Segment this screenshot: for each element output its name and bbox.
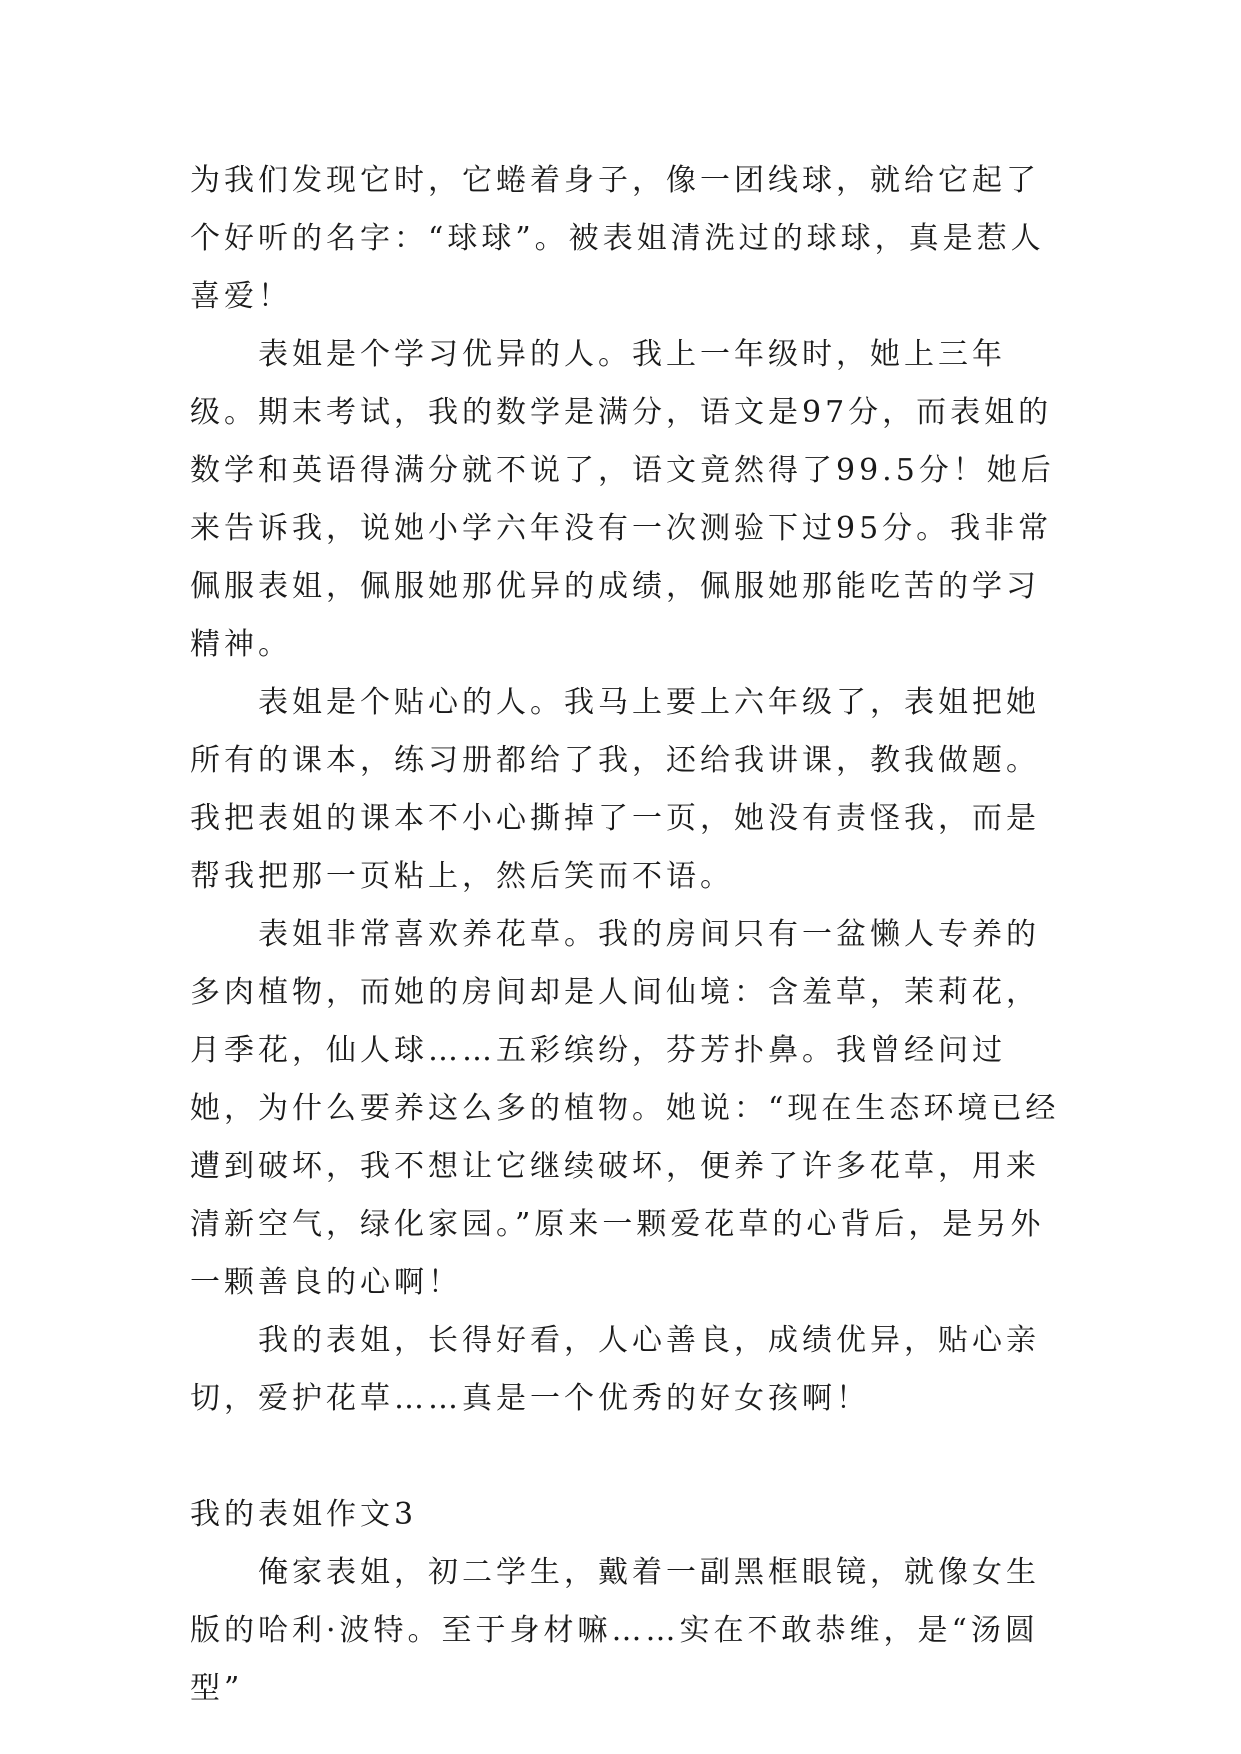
- document-body: [190, 152, 1070, 1718]
- paragraph-essay3-intro: 俺家表姐，初二学生，戴着一副黑框眼镜，就像女生版的哈利·波特。至于身材嘛……实在不敢恭维，是“汤圆型”: [190, 1555, 1040, 1706]
- paragraph-plants: 表姐非常喜欢养花草。我的房间只有一盆懒人专养的多肉植物，而她的房间却是人间仙境：含羞草，茉莉花，月季花，仙人球……五彩缤纷，芬芳扑鼻。我曾经问过她，为什么要养这么多的植物。她说：“现在生态环境已经遭到破坏，我不想让它继续破坏，便养了许多花草，用来清新空气，绿化家园。”原来一颗爱花草的心背后，是另外一颗善良的心啊！: [190, 917, 1060, 1300]
- section-heading: 我的表姐作文3: [190, 1497, 418, 1532]
- paragraph-summary: 我的表姐，长得好看，人心善良，成绩优异，贴心亲切，爱护花草……真是一个优秀的好女孩啊！: [190, 1323, 1040, 1416]
- paragraph-study: 表姐是个学习优异的人。我上一年级时，她上三年级。期末考试，我的数学是满分，语文是97分，而表姐的数学和英语得满分就不说了，语文竟然得了99.5分！她后来告诉我，说她小学六年没有一次测验下过95分。我非常佩服表姐，佩服她那优异的成绩，佩服她那能吃苦的学习精神。: [190, 337, 1055, 662]
- paragraph-caring: 表姐是个贴心的人。我马上要上六年级了，表姐把她所有的课本，练习册都给了我，还给我讲课，教我做题。我把表姐的课本不小心撕掉了一页，她没有责怪我，而是帮我把那一页粘上，然后笑而不语。: [190, 685, 1040, 894]
- paragraph-continued: 为我们发现它时，它蜷着身子，像一团线球，就给它起了个好听的名字：“球球”。被表姐清洗过的球球，真是惹人喜爱！: [190, 163, 1045, 314]
